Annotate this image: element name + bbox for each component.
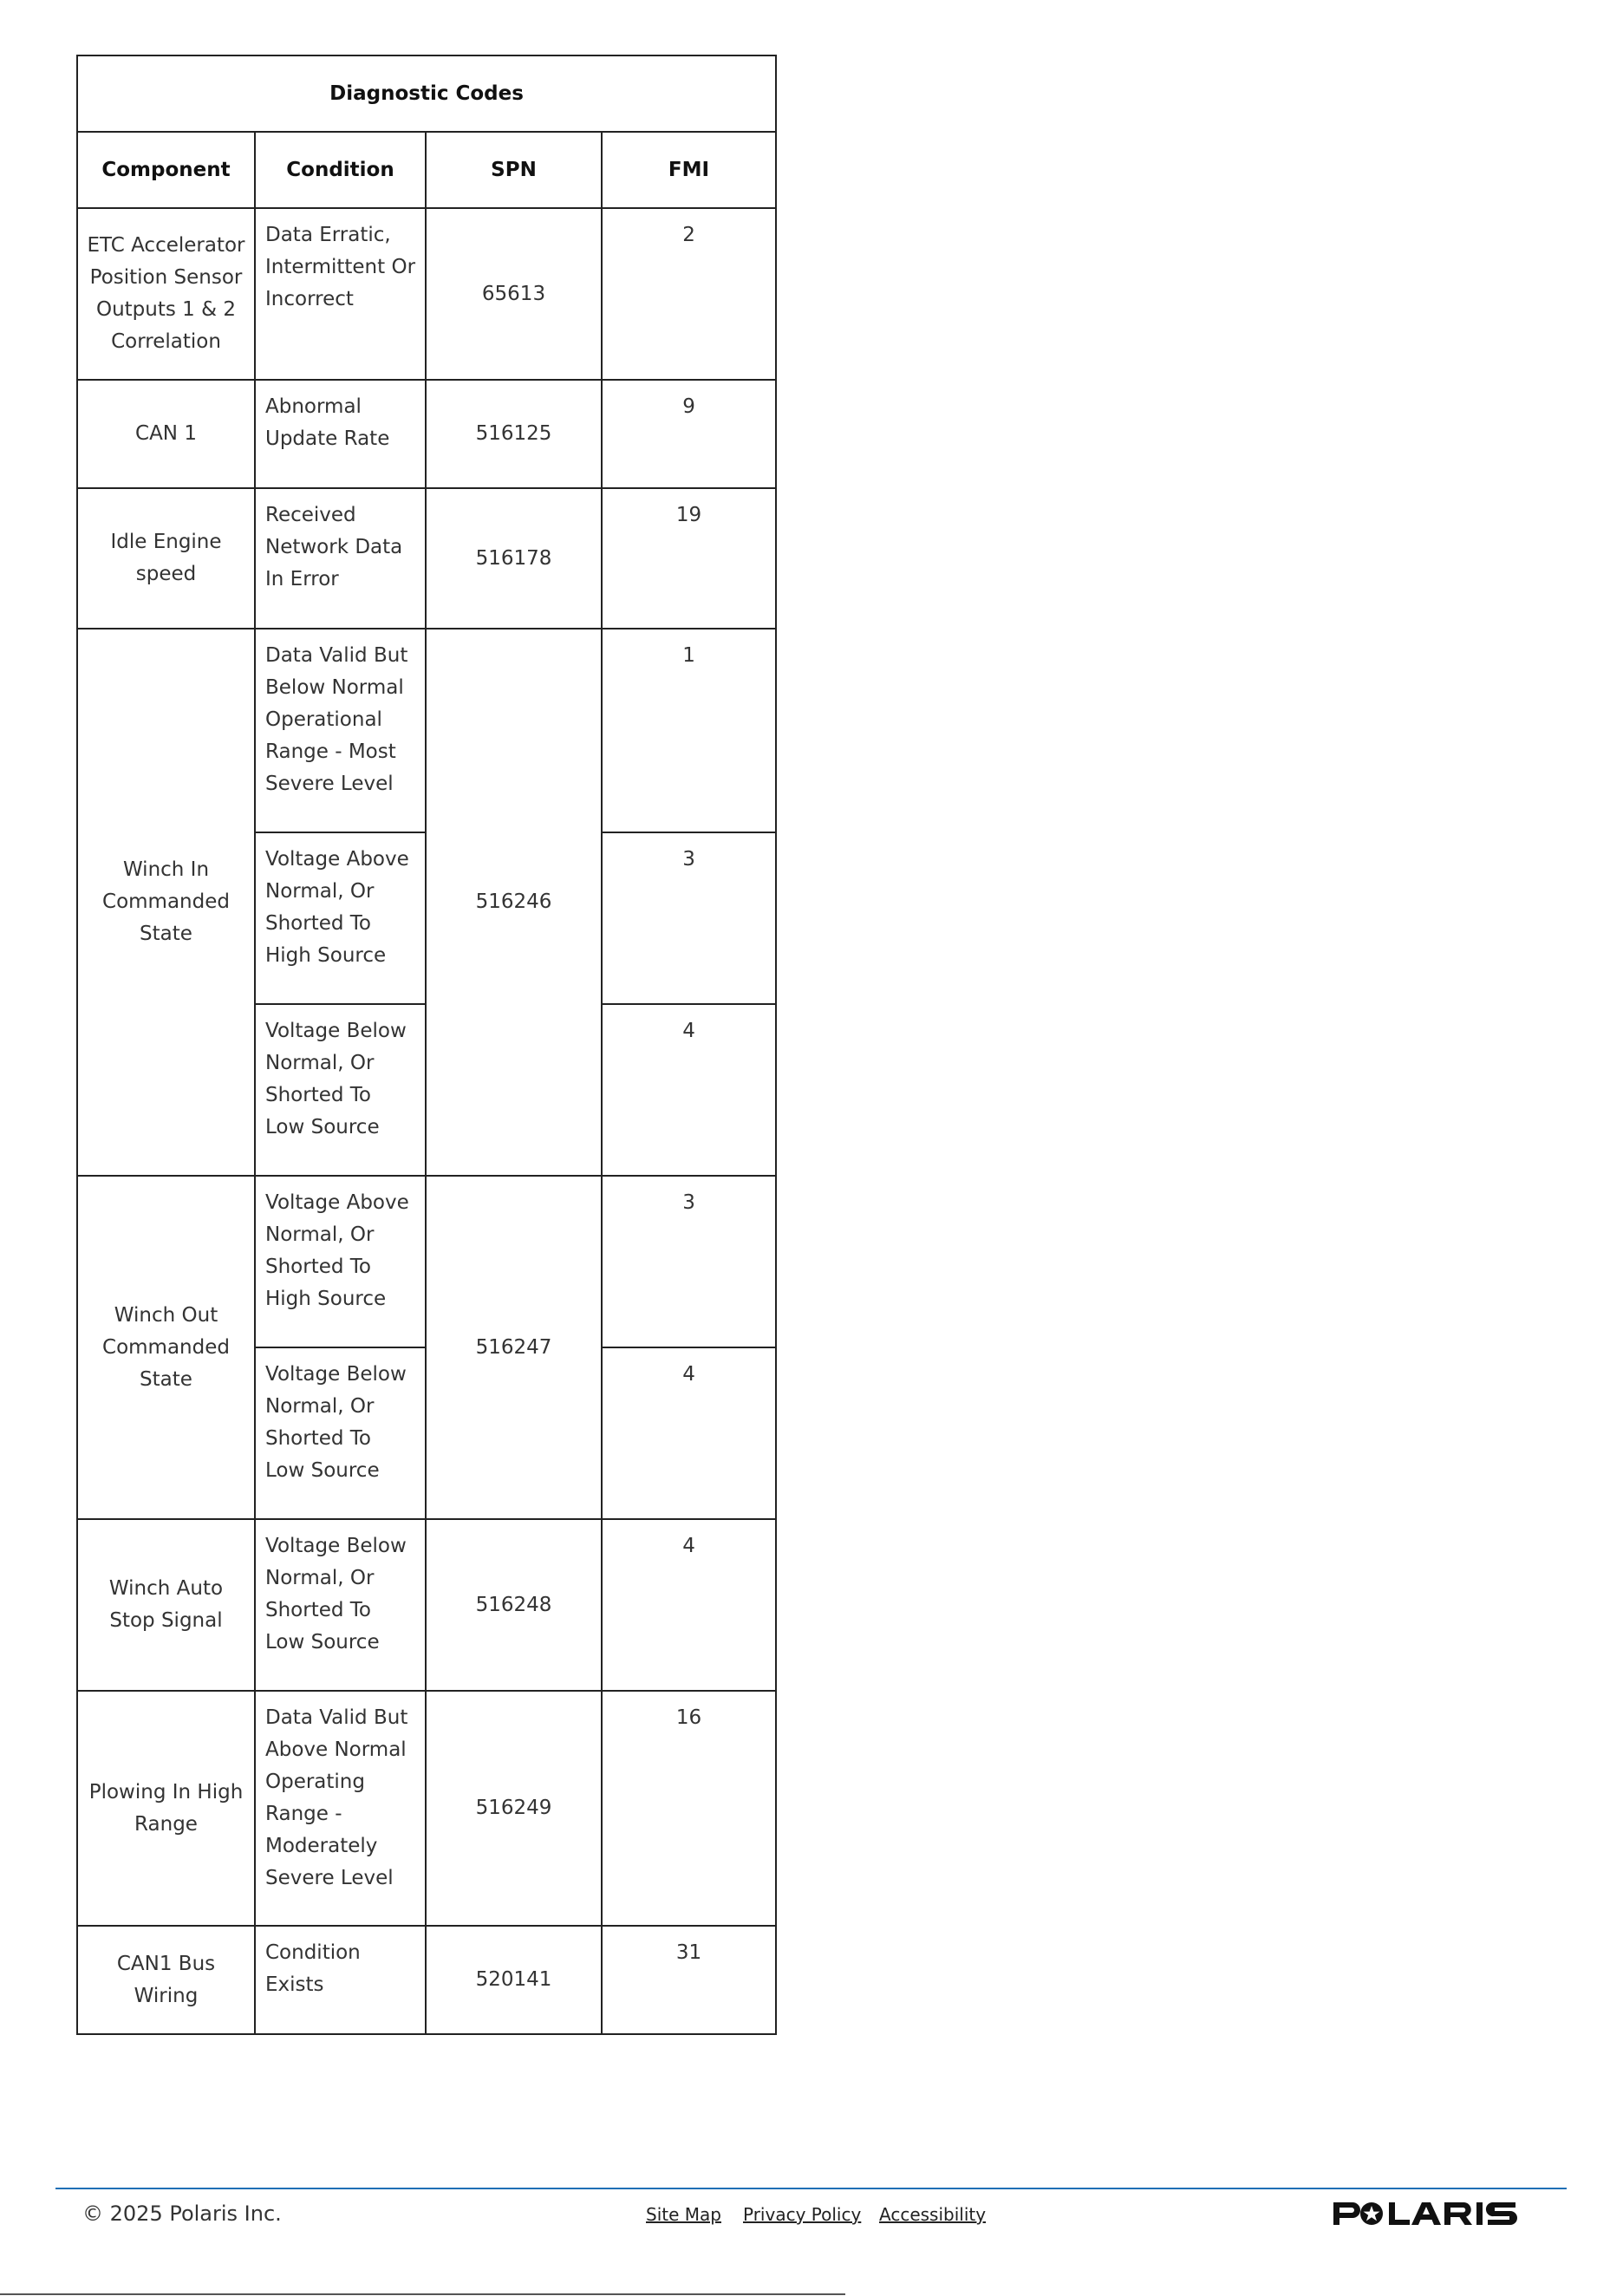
fmi-cell: 4 bbox=[602, 1004, 776, 1176]
spn-cell: 516247 bbox=[426, 1176, 602, 1519]
spn-cell: 520141 bbox=[426, 1926, 602, 2034]
column-header-component: Component bbox=[77, 132, 255, 208]
condition-cell: Voltage Below Normal, Or Shorted To Low Source bbox=[255, 1519, 426, 1691]
fmi-cell: 2 bbox=[602, 208, 776, 380]
component-cell: Idle Engine speed bbox=[77, 488, 255, 629]
condition-cell: Voltage Above Normal, Or Shorted To High Source bbox=[255, 1176, 426, 1347]
condition-cell: Data Erratic, Intermittent Or Incorrect bbox=[255, 208, 426, 380]
fmi-cell: 3 bbox=[602, 832, 776, 1004]
table-row bbox=[77, 1691, 776, 1926]
spn-cell: 516248 bbox=[426, 1519, 602, 1691]
site-map-link[interactable]: Site Map bbox=[646, 2204, 721, 2225]
spn-cell: 516178 bbox=[426, 488, 602, 629]
condition-cell: Voltage Above Normal, Or Shorted To High Source bbox=[255, 832, 426, 1004]
component-cell: Winch Auto Stop Signal bbox=[77, 1519, 255, 1691]
fmi-cell: 4 bbox=[602, 1519, 776, 1691]
diagnostic-codes-table bbox=[76, 55, 777, 2035]
table-row bbox=[77, 1926, 776, 2034]
table-header-row bbox=[77, 132, 776, 208]
column-header-spn: SPN bbox=[426, 132, 602, 208]
spn-cell: 65613 bbox=[426, 208, 602, 380]
table-title: Diagnostic Codes bbox=[77, 55, 776, 132]
polaris-logo[interactable] bbox=[1332, 2199, 1540, 2228]
footer-divider bbox=[55, 2188, 1567, 2189]
bottom-divider bbox=[0, 2293, 845, 2295]
spn-cell: 516246 bbox=[426, 629, 602, 1176]
table-title-row bbox=[77, 55, 776, 132]
component-cell: Winch In Commanded State bbox=[77, 629, 255, 1176]
condition-cell: Voltage Below Normal, Or Shorted To Low Source bbox=[255, 1347, 426, 1519]
component-cell: Winch Out Commanded State bbox=[77, 1176, 255, 1519]
component-cell: CAN1 Bus Wiring bbox=[77, 1926, 255, 2034]
copyright-text: © 2025 Polaris Inc. bbox=[82, 2201, 282, 2226]
component-cell: Plowing In High Range bbox=[77, 1691, 255, 1926]
accessibility-link[interactable]: Accessibility bbox=[879, 2204, 987, 2225]
fmi-cell: 3 bbox=[602, 1176, 776, 1347]
condition-cell: Abnormal Update Rate bbox=[255, 380, 426, 488]
condition-cell: Data Valid But Below Normal Operational Range - Most Severe Level bbox=[255, 629, 426, 832]
table-row bbox=[77, 1519, 776, 1691]
condition-cell: Received Network Data In Error bbox=[255, 488, 426, 629]
component-cell: ETC Accelerator Position Sensor Outputs 1 & 2 Correlation bbox=[77, 208, 255, 380]
fmi-cell: 9 bbox=[602, 380, 776, 488]
polaris-logo-icon bbox=[1332, 2199, 1540, 2228]
table-row bbox=[77, 488, 776, 629]
condition-cell: Voltage Below Normal, Or Shorted To Low Source bbox=[255, 1004, 426, 1176]
table-row bbox=[77, 208, 776, 380]
table-row bbox=[77, 380, 776, 488]
condition-cell: Data Valid But Above Normal Operating Range - Moderately Severe Level bbox=[255, 1691, 426, 1926]
table-row bbox=[77, 629, 776, 832]
fmi-cell: 19 bbox=[602, 488, 776, 629]
table-row bbox=[77, 1176, 776, 1347]
column-header-condition: Condition bbox=[255, 132, 426, 208]
fmi-cell: 4 bbox=[602, 1347, 776, 1519]
spn-cell: 516125 bbox=[426, 380, 602, 488]
column-header-fmi: FMI bbox=[602, 132, 776, 208]
fmi-cell: 16 bbox=[602, 1691, 776, 1926]
component-cell: CAN 1 bbox=[77, 380, 255, 488]
condition-cell: Condition Exists bbox=[255, 1926, 426, 2034]
fmi-cell: 31 bbox=[602, 1926, 776, 2034]
privacy-policy-link[interactable]: Privacy Policy bbox=[743, 2204, 862, 2225]
fmi-cell: 1 bbox=[602, 629, 776, 832]
spn-cell: 516249 bbox=[426, 1691, 602, 1926]
